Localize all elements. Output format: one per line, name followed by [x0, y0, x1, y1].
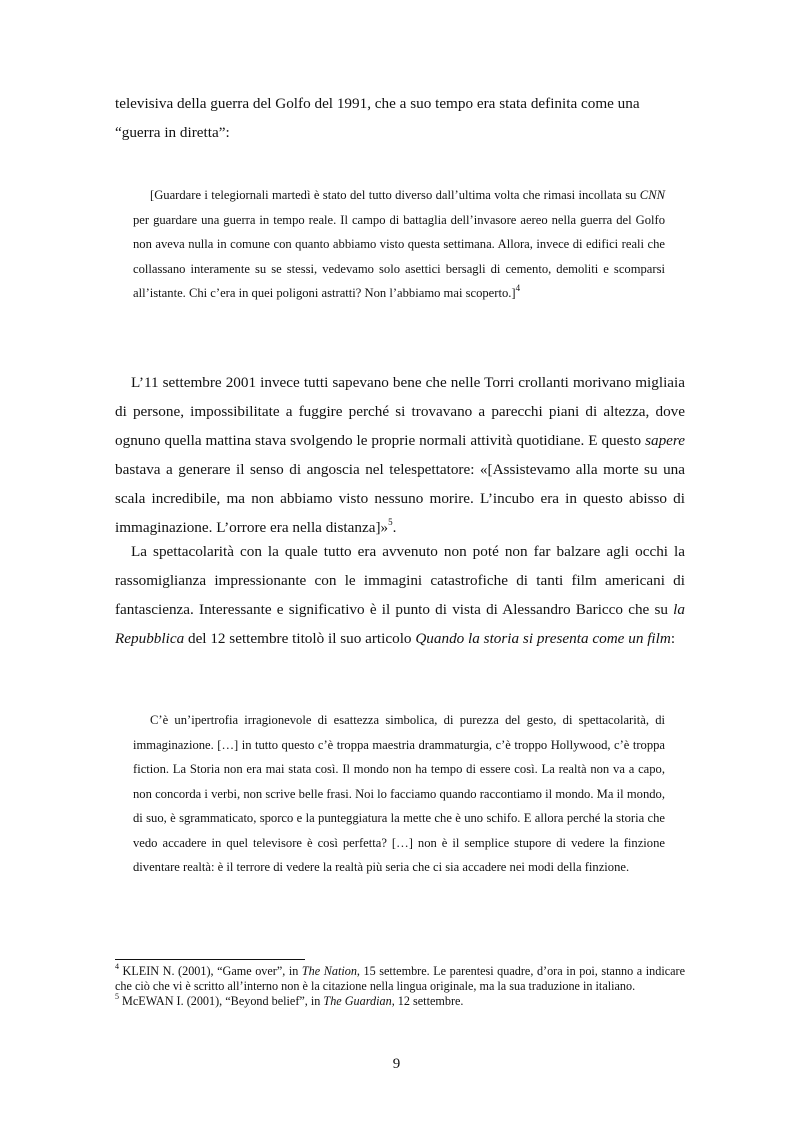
quote1-text-before: [Guardare i telegiornali martedì è stato del tutto diverso dall’ultima volta che rimasi incollata su: [150, 188, 640, 202]
footnote-5: [115, 991, 685, 1009]
intro-line-2: “guerra in diretta”:: [115, 124, 230, 141]
footnote-4-after: , 15 settembre. Le parentesi quadre, d’ora in poi, stanno a indicare che ciò che vi è scritto all’interno non è la citazione nella lingua originale, ma la sua traduzione in italiano.: [115, 964, 685, 993]
intro-paragraph: [115, 89, 685, 147]
footnotes: [115, 961, 685, 1009]
para-b-end: :: [670, 630, 676, 647]
quote1-text-after: per guardare una guerra in tempo reale. Il campo di battaglia dell’invasore aereo nella guerra del Golfo non aveva nulla in comune con quanto abbiamo visto questa settimana. Allora, invece di edifici reali che collassano interamente su se stessi, vedevamo solo asettici bersagli di cemento, demoliti e scomparsi all’istante. Chi c’era in quei poligoni astratti? Non l’abbiamo mai scoperto.]: [133, 212, 665, 300]
para-b-text-middle: del 12 settembre titolò il suo articolo: [184, 630, 416, 647]
footnote-5-source: The Guardian: [323, 994, 392, 1008]
footnote-ref-5: 5: [388, 516, 393, 527]
block-quote-baricco: [133, 708, 665, 880]
page-number: 9: [392, 1056, 401, 1072]
footnote-divider: [115, 959, 305, 960]
footnote-4-before: KLEIN N. (2001), “Game over”, in: [119, 964, 302, 978]
para-a-text-before: L’11 settembre 2001 invece tutti sapevano bene che nelle Torri crollanti morivano migliaia di persone, impossibilitate a fuggire perché si trovavano a parecchi piani di altezza, dove ognuno quella mattina stava svolgendo le proprie normali attività quotidiane. E questo: [115, 374, 685, 449]
footnote-5-number: 5: [115, 991, 119, 1001]
para-a-sapere: sapere: [645, 432, 685, 449]
paragraph-spettacolarita: [115, 537, 685, 653]
footnote-4: [115, 961, 685, 994]
intro-line-1: televisiva della guerra del Golfo del 1991, che a suo tempo era stata definita come una: [115, 95, 640, 112]
para-b-text-before: La spettacolarità con la quale tutto era avvenuto non poté non far balzare agli occhi la rassomiglianza impressionante con le immagini catastrofiche di tanti film americani di fantascienza. Interessante e significativo è il punto di vista di Alessandro Baricco che su: [115, 543, 685, 618]
para-a-text-after: bastava a generare il senso di angoscia nel telespettatore: «[Assistevamo alla morte su una scala incredibile, ma non abbiamo visto nessuno morire. L’incubo era in questo abisso di immaginazione. L’orrore era nella distanza]»: [115, 461, 685, 536]
para-b-article-title: Quando la storia si presenta come un film: [415, 630, 671, 647]
paragraph-11-settembre: [115, 368, 685, 542]
footnote-ref-4: 4: [515, 282, 521, 293]
block-quote-klein: [133, 183, 665, 306]
para-a-end: .: [392, 519, 397, 536]
footnote-5-before: McEWAN I. (2001), “Beyond belief”, in: [119, 994, 324, 1008]
para-b-newspaper: la Repubblica: [115, 601, 685, 647]
footnote-5-after: , 12 settembre.: [391, 994, 464, 1008]
footnote-4-number: 4: [115, 961, 119, 971]
quote2-text: C’è un’ipertrofia irragionevole di esattezza simbolica, di purezza del gesto, di spettacolarità, di immaginazione. […] in tutto questo c’è troppa maestria drammaturgia, c’è troppo Hollywood, c’è troppa fiction. La Storia non era mai stata così. Il mondo non ha tempo di essere così. La realtà non va a capo, non concorda i verbi, non scrive belle frasi. Noi lo facciamo quando raccontiamo il mondo. Ma il mondo, di suo, è sgrammaticato, sporco e la punteggiatura la mette che è uno schifo. E allora perché la storia che vedo accadere in quel televisore è così perfetta? […] non è il semplice stupore di vedere la finzione diventare realtà: è il terrore di vedere la realtà più seria che ci sia accadere nei modi della finzione.: [133, 713, 665, 874]
quote1-cnn: CNN: [639, 188, 665, 202]
footnote-4-source: The Nation: [301, 964, 357, 978]
